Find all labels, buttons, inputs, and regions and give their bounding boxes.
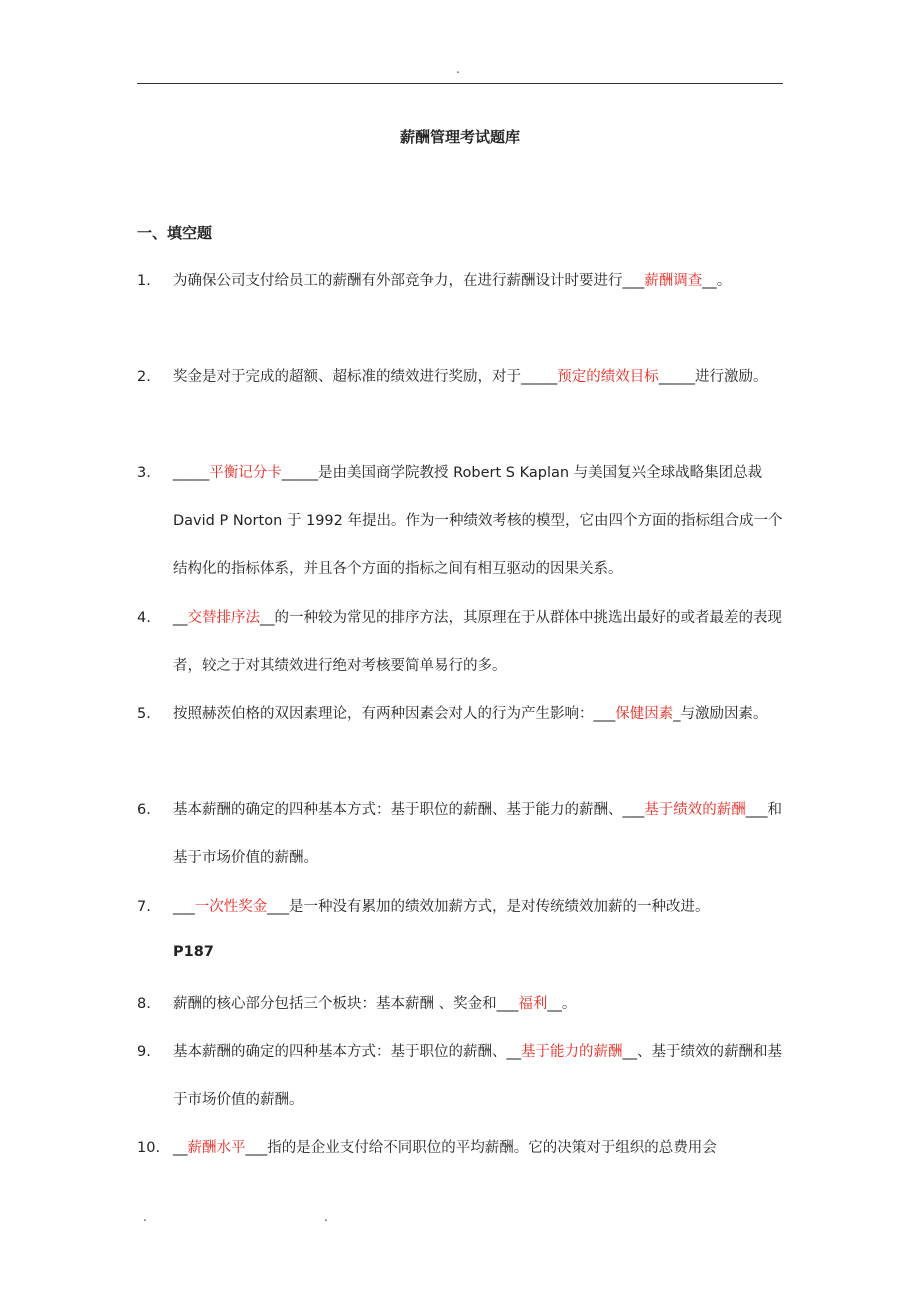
question-1 [137, 257, 787, 305]
question-2 [137, 353, 787, 401]
header-rule [137, 83, 783, 84]
question-number: 4. [137, 610, 151, 626]
answer: 保健因素 [615, 706, 674, 722]
question-text: 基本薪酬的确定的四种基本方式：基于职位的薪酬、__基于能力的薪酬__、基于绩效的薪酬和基于市场价值的薪酬。 [173, 1044, 782, 1108]
question-number: 7. [137, 899, 151, 915]
section-heading: 一、填空题 [137, 224, 213, 242]
question-text: 为确保公司支付给员工的薪酬有外部竞争力，在进行薪酬设计时要进行___薪酬调查__。 [173, 273, 732, 289]
question-6 [137, 786, 787, 882]
question-number: 9. [137, 1044, 151, 1060]
answer: 基于绩效的薪酬 [644, 802, 746, 818]
question-number: 3. [137, 465, 151, 481]
question-3 [137, 449, 787, 593]
question-number: 1. [137, 273, 151, 289]
question-8 [137, 980, 787, 1028]
question-number: 10. [137, 1140, 161, 1156]
question-text: __薪酬水平___指的是企业支付给不同职位的平均薪酬。它的决策对于组织的总费用会 [173, 1140, 717, 1156]
question-5 [137, 690, 787, 738]
document-title: 薪酬管理考试题库 [399, 128, 520, 146]
page-reference-label: P187 [173, 944, 214, 960]
question-number: 6. [137, 802, 151, 818]
answer: 薪酬调查 [644, 273, 703, 289]
answer: 一次性奖金 [194, 899, 268, 915]
question-text: ___一次性奖金___是一种没有累加的绩效加薪方式，是对传统绩效加薪的一种改进。 [173, 899, 710, 915]
answer: 预定的绩效目标 [557, 369, 659, 385]
question-text: 薪酬的核心部分包括三个板块：基本薪酬 、奖金和___福利__。 [173, 996, 577, 1012]
question-number: 5. [137, 706, 151, 722]
answer: 交替排序法 [187, 610, 260, 626]
question-10 [137, 1124, 787, 1172]
question-number: 8. [137, 996, 151, 1012]
footer-dot-left: . [143, 1210, 147, 1224]
footer-dot-right: . [324, 1210, 328, 1224]
answer: 福利 [518, 996, 548, 1012]
answer: 平衡记分卡 [209, 465, 282, 481]
answer: 基于能力的薪酬 [521, 1044, 623, 1060]
question-7 [137, 883, 787, 931]
question-text: __交替排序法__的一种较为常见的排序方法，其原理在于从群体中挑选出最好的或者最差的表现者，较之于对其绩效进行绝对考核要简单易行的多。 [173, 610, 782, 674]
answer: 薪酬水平 [187, 1140, 246, 1156]
question-text: 按照赫茨伯格的双因素理论，有两种因素会对人的行为产生影响：___保健因素_与激励因素。 [173, 706, 768, 722]
question-number: 2. [137, 369, 151, 385]
question-text: 基本薪酬的确定的四种基本方式：基于职位的薪酬、基于能力的薪酬、___基于绩效的薪酬___和基于市场价值的薪酬。 [173, 802, 782, 866]
question-text: _____平衡记分卡_____是由美国商学院教授 Robert S Kaplan 与美国复兴全球战略集团总裁 David P Norton 于 1992 年提出。作为一种绩效考核的模型，它由四个方面的指标组合成一个结构化的指标体系，并且各个方面的指标之间有相互驱动的因果关系。 [173, 465, 783, 577]
question-text: 奖金是对于完成的超额、超标准的绩效进行奖励，对于_____预定的绩效目标_____进行激励。 [173, 369, 768, 385]
question-4 [137, 594, 787, 690]
question-9 [137, 1028, 787, 1124]
header-dot: . [456, 62, 460, 76]
